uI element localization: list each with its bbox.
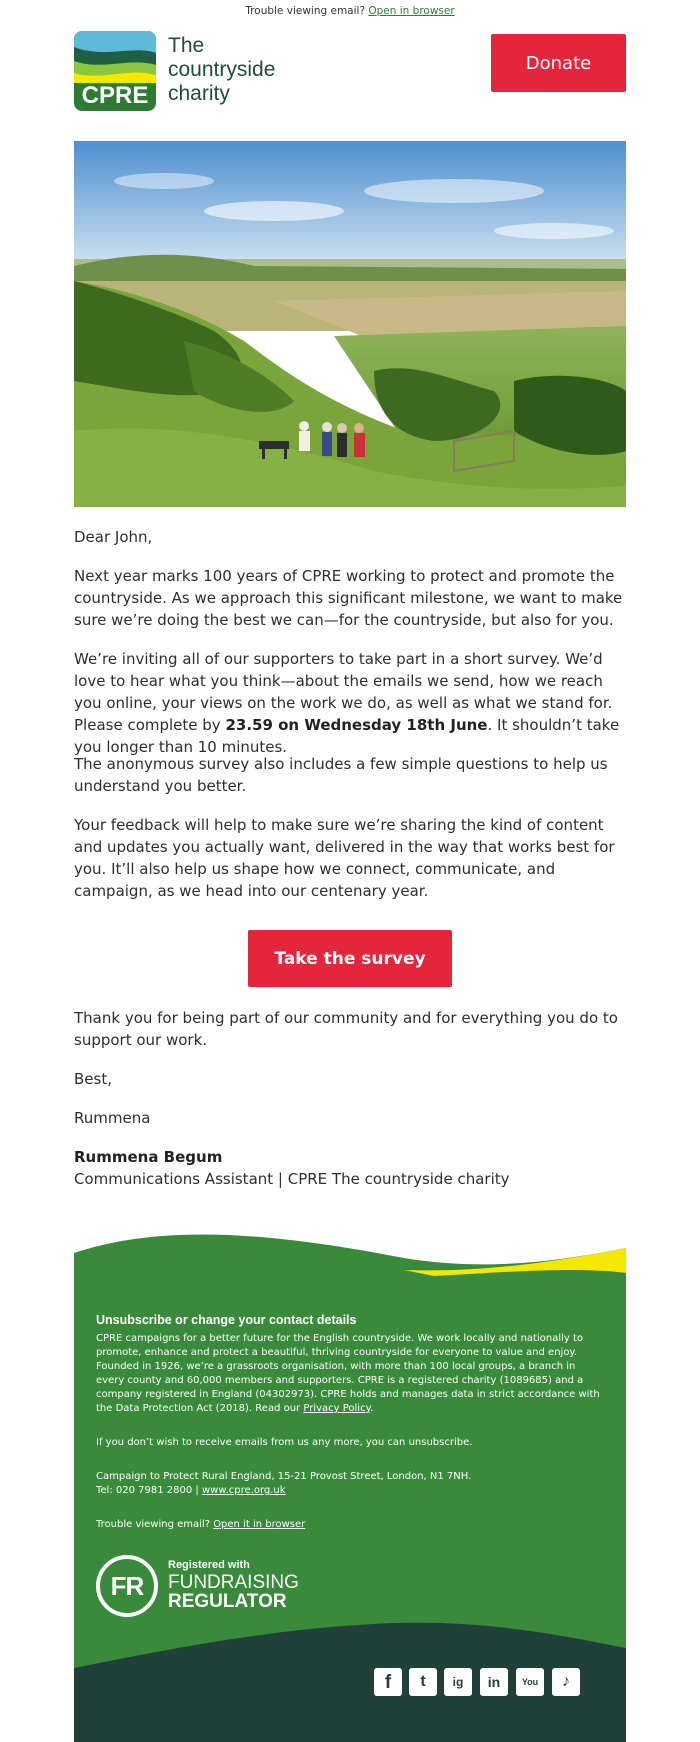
paragraph-feedback: Your feedback will help to make sure we’re sharing the kind of content and updates you actually want, delivered in the way that works best for you. It’ll also help us shape how we connect, communicate, and campaign, as we head into our centenary year.: [74, 816, 615, 900]
greeting: Dear John,: [74, 528, 153, 546]
cpre-logo-graphic: [74, 31, 156, 111]
footer-address: Campaign to Protect Rural England, 15-21 Provost Street, London, N1 7NH.: [96, 1471, 472, 1482]
survey-deadline: 23.59 on Wednesday 18th June: [225, 716, 488, 734]
logo-tagline-line-3: charity: [168, 82, 230, 105]
instagram-icon[interactable]: [444, 1668, 472, 1696]
facebook-icon[interactable]: [374, 1668, 402, 1696]
trouble-viewing-bar: [0, 5, 700, 17]
fundraising-regulator-icon: FR: [96, 1555, 158, 1617]
open-in-browser-link[interactable]: Open in browser: [368, 5, 455, 17]
signoff: Best,: [74, 1070, 112, 1088]
survey-invite-text: We’re inviting all of our supporters to take part in a short survey. We’d love to hear what you think—about the emails we send, how we reach you online, your views on the work we do, as well as what we stand for. Please complete by: [74, 650, 613, 734]
footer-about-text: CPRE campaigns for a better future for the English countryside. We work locally and nationally to promote, enhance and protect a beautiful, thriving countryside for everyone to value and enjoy. Founded in 1926, we’re a grassroots organisation, with more than 100 local groups, a branch in every county and 60,000 members and supporters. CPRE is a registered charity (1089685) and a company registered in England (04302973). CPRE holds and manages data in strict accordance with the Data Protection Act (2018). Read our: [96, 1333, 600, 1414]
footer-unsubscribe: If you don’t wish to receive emails from us any more, you can unsubscribe.: [96, 1437, 473, 1448]
privacy-policy-link[interactable]: Privacy Policy: [303, 1403, 371, 1414]
signature: Rummena: [74, 1109, 151, 1127]
cpre-logo[interactable]: [74, 31, 156, 111]
instagram-glyph: ig: [452, 1675, 464, 1689]
footer-heading: Unsubscribe or change your contact details: [96, 1313, 357, 1327]
footer-content: [96, 1313, 606, 1552]
footer-tel: Tel: 020 7981 2800 |: [96, 1485, 202, 1496]
paragraph-anonymous: The anonymous survey also includes a few simple questions to help us understand you better.: [74, 755, 608, 795]
twitter-glyph: t: [420, 1673, 426, 1690]
tiktok-icon[interactable]: [552, 1668, 580, 1696]
regulator-line-3: REGULATOR: [168, 1591, 287, 1612]
linkedin-icon[interactable]: [480, 1668, 508, 1696]
twitter-icon[interactable]: [409, 1668, 437, 1696]
regulator-line-2: FUNDRAISING: [168, 1572, 299, 1593]
sender-title: Communications Assistant | CPRE The countryside charity: [74, 1170, 510, 1188]
logo-tagline-line-2: countryside: [168, 58, 276, 81]
tiktok-glyph: ♪: [562, 1673, 570, 1690]
survey-invite-end: . It shouldn’t take you longer than 10 minutes.: [74, 716, 620, 756]
logo-tagline: [168, 34, 275, 106]
youtube-icon[interactable]: [516, 1668, 544, 1696]
trouble-viewing-text: Trouble viewing email?: [245, 5, 366, 17]
sender-block: [74, 1146, 634, 1190]
footer: [74, 1228, 626, 1742]
open-it-in-browser-link[interactable]: Open it in browser: [213, 1519, 306, 1530]
website-link[interactable]: www.cpre.org.uk: [201, 1485, 286, 1496]
cpre-logo-wordmark: CPRE: [81, 82, 149, 109]
take-survey-button[interactable]: Take the survey: [248, 930, 452, 987]
hero-countryside-image: [74, 141, 626, 507]
footer-trouble: [96, 1518, 606, 1532]
footer-about-end: .: [370, 1403, 374, 1414]
linkedin-glyph: in: [487, 1674, 501, 1690]
facebook-glyph: f: [384, 1671, 392, 1693]
sender-name: Rummena Begum: [74, 1148, 223, 1166]
paragraph-survey-invite: [74, 648, 634, 758]
fundraising-regulator-badge[interactable]: [96, 1555, 316, 1617]
footer-address-block: [96, 1470, 606, 1498]
donate-button[interactable]: Donate: [491, 34, 626, 92]
logo-tagline-line-1: The: [168, 34, 205, 57]
footer-about: [96, 1332, 606, 1416]
youtube-glyph: You: [521, 1676, 539, 1687]
paragraph-centenary: Next year marks 100 years of CPRE working to protect and promote the countryside. As we approach this significant milestone, we want to make sure we’re doing the best we can—for the countryside, but also for you.: [74, 567, 623, 629]
footer-trouble-text: Trouble viewing email?: [96, 1519, 214, 1530]
paragraph-thanks: Thank you for being part of our community and for everything you do to support our work.: [74, 1009, 618, 1049]
regulator-line-1: Registered with: [168, 1559, 250, 1571]
